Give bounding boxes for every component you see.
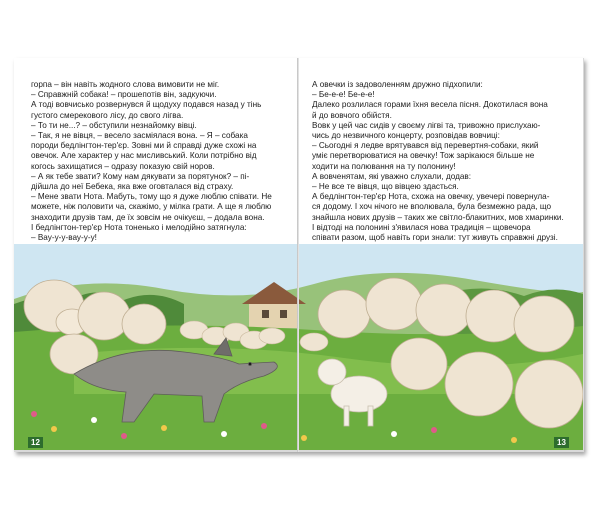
left-line: густого смерекового лісу, до свого лігва.	[31, 110, 184, 120]
left-line: – Мене звати Нота. Мабуть, тому що я дуже люблю співати. Не	[31, 192, 272, 202]
left-line: І бедлінгтон-тер'єр Нота тоненько і мелодійно затягнула:	[31, 222, 247, 232]
left-line: – То ти не...? – обступили незнайомку вівці.	[31, 120, 197, 130]
right-line: А вовченятам, які уважно слухали, додав:	[312, 171, 472, 181]
right-line: Вовк у цей час сидів у своєму лігві та, тривожно прислухаю-	[312, 120, 541, 130]
left-line: – Вау-у-у-вау-у-у!	[31, 233, 97, 243]
left-line: можете, ніж половити ча, скажімо, у мілка грати. А ще я люблю	[31, 202, 272, 212]
right-line: – Сьогодні я ледве врятувався від перевертня-собаки, який	[312, 141, 539, 151]
right-line: ходити на полювання на ту полонину!	[312, 161, 456, 171]
left-line: овечок. Але характер у нас мисливський. Коли потрібно від	[31, 151, 257, 161]
left-line: горпа – він навіть жодного слова вимовити не міг.	[31, 80, 220, 89]
left-line: – Так, я не вівця, – весело засміялася вона. – Я – собака	[31, 131, 248, 141]
left-line: породи бедлінгтон-тер'єр. Зовні ми й справді дуже схожі на	[31, 141, 257, 151]
left-line: – А як тебе звати? Кому нам дякувати за порятунок? – пі-	[31, 171, 250, 181]
page-number-left: 12	[28, 437, 43, 448]
right-line: уміє перетворюватися на овечку! Тож зарікаюся більше не	[312, 151, 535, 161]
right-line: знайшла нових друзів – таких же світло-блакитних, мов хмаринки.	[312, 212, 564, 222]
right-line: ся додому. І хоч нічого не вполювала, була безмежно рада, що	[312, 202, 552, 212]
left-line: знаходити друзів там, де їх зовсім не очікуєш, – додала вона.	[31, 212, 265, 222]
right-line: – Не все те вівця, що вівцею здасться.	[312, 182, 459, 192]
book-gutter	[297, 58, 299, 452]
right-line: А овечки із задоволенням дружно підхопили:	[312, 80, 483, 89]
left-line: А тоді вовчисько розвернувся й щодуху подався назад у тінь	[31, 100, 262, 110]
right-line: й до вовчого обійстя.	[312, 110, 392, 120]
right-line: – Бе-е-е! Бе-е-е!	[312, 90, 375, 100]
left-line: – Справжній собака! – прошепотів він, задкуючи.	[31, 90, 217, 100]
left-line: когось захищатися – одразу показую свій норов.	[31, 161, 215, 171]
page-number-right: 13	[554, 437, 569, 448]
right-line: І відтоді на полонині з'явилася нова традиція – щовечора	[312, 222, 531, 232]
right-line: співати разом, щоб навіть гори знали: тут живуть справжні друзі.	[312, 233, 558, 243]
left-page-text	[31, 80, 289, 243]
right-line: чись до незвичного концерту, розповідав вовчиці:	[312, 131, 500, 141]
left-line: дійшла до неї Бебека, яка вже оговталася від страху.	[31, 182, 234, 192]
right-page-text	[312, 80, 574, 243]
right-line: Далеко розлилася горами їхня весела пісня. Докотилася вона	[312, 100, 548, 110]
right-line: А бедлінгтон-тер'єр Нота, схожа на овечку, увечері повернула-	[312, 192, 550, 202]
